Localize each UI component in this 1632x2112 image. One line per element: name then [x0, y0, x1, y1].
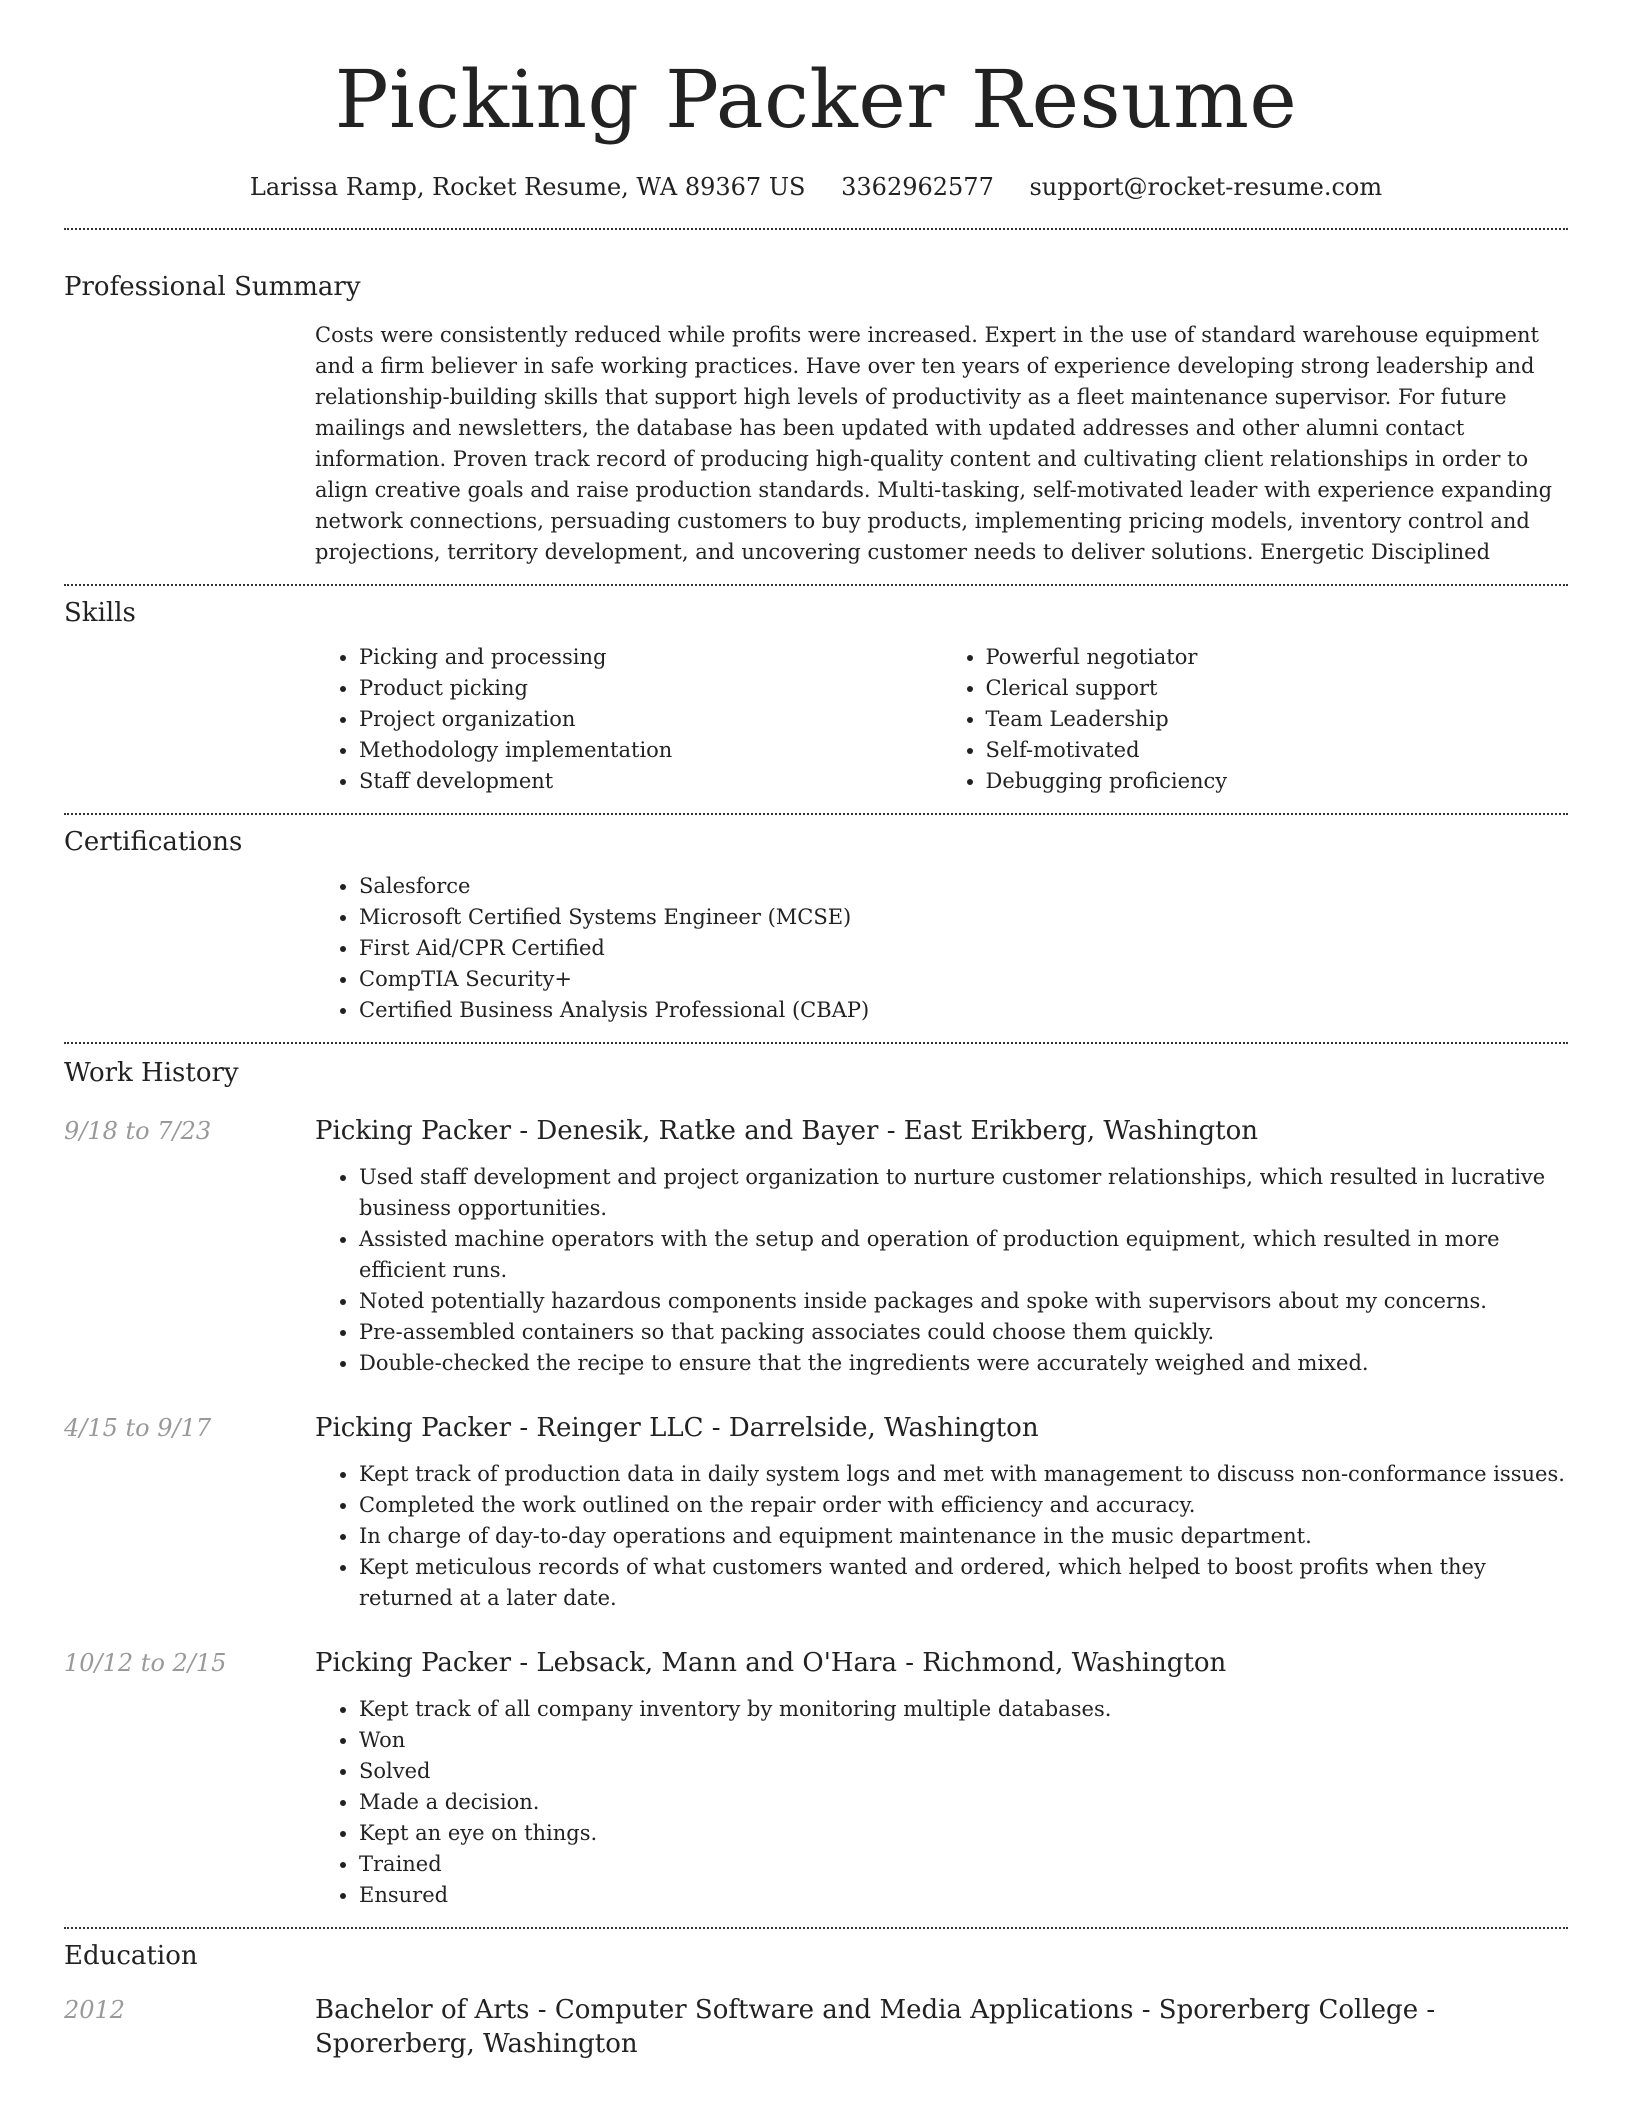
- job-title: Picking Packer - Lebsack, Mann and O'Hara - Richmond, Washington: [315, 1648, 1227, 1678]
- job-bullet: • Completed the work outlined on the repair order with efficiency and accuracy.: [359, 1490, 1568, 1521]
- job-bullet: • Made a decision.: [359, 1787, 1568, 1818]
- skill-item: • Staff development: [359, 766, 942, 797]
- education-title: Bachelor of Arts - Computer Software and Media Applications - Sporerberg College - Sporerberg, Washington: [315, 1995, 1436, 2059]
- education-entry: [64, 1993, 1568, 2061]
- summary-text: Costs were consistently reduced while profits were increased. Expert in the use of standard warehouse equipment and a firm believer in safe working practices. Have over ten years of experience developing strong leadership and relationship-building skills that support high levels of productivity as a fleet maintenance supervisor. For future mailings and newsletters, the database has been updated with updated addresses and other alumni contact information. Proven track record of producing high-quality content and cultivating client relationships in order to align creative goals and raise production standards. Multi-tasking, self-motivated leader with experience expanding network connections, persuading customers to buy products, implementing pricing models, inventory control and projections, territory development, and uncovering customer needs to deliver solutions. Energetic Disciplined: [315, 323, 1553, 564]
- education-section: [64, 1939, 1568, 2061]
- job-bullet: • Double-checked the recipe to ensure that the ingredients were accurately weighed and mixed.: [359, 1348, 1568, 1379]
- job-bullet: • Kept an eye on things.: [359, 1818, 1568, 1849]
- education-date: 2012: [64, 1996, 126, 2024]
- certifications-list: [315, 871, 1568, 1026]
- contact-line: [64, 170, 1568, 204]
- summary-heading: Professional Summary: [64, 272, 361, 302]
- skill-item: • Clerical support: [986, 673, 1569, 704]
- job-bullet: • Trained: [359, 1849, 1568, 1880]
- divider: [64, 1042, 1568, 1044]
- job-date: 9/18 to 7/23: [64, 1117, 212, 1145]
- job-bullet: • Kept meticulous records of what customers wanted and ordered, which helped to boost profits when they returned at a later date.: [359, 1552, 1568, 1614]
- divider: [64, 813, 1568, 815]
- job-date: 10/12 to 2/15: [64, 1649, 227, 1677]
- resume-title: Picking Packer Resume: [334, 53, 1298, 146]
- skills-section: [64, 596, 1568, 797]
- skill-item: • Methodology implementation: [359, 735, 942, 766]
- contact-address: Larissa Ramp, Rocket Resume, WA 89367 US: [249, 173, 806, 201]
- job-title: Picking Packer - Denesik, Ratke and Bayer - East Erikberg, Washington: [315, 1116, 1259, 1146]
- skill-item: • Team Leadership: [986, 704, 1569, 735]
- job-bullets: [315, 1459, 1568, 1614]
- job-entry: [64, 1411, 1568, 1614]
- resume-page: [64, 0, 1568, 2061]
- job-date: 4/15 to 9/17: [64, 1414, 212, 1442]
- job-bullet: • Kept track of all company inventory by monitoring multiple databases.: [359, 1694, 1568, 1725]
- skill-item: • Powerful negotiator: [986, 642, 1569, 673]
- education-heading: Education: [64, 1941, 198, 1971]
- certification-item: • CompTIA Security+: [359, 964, 1568, 995]
- job-title: Picking Packer - Reinger LLC - Darrelside, Washington: [315, 1413, 1039, 1443]
- job-entry: [64, 1114, 1568, 1379]
- certifications-section: [64, 825, 1568, 1026]
- job-bullets: [315, 1694, 1568, 1911]
- skill-item: • Project organization: [359, 704, 942, 735]
- skills-column-left: [315, 642, 942, 797]
- certifications-heading: Certifications: [64, 827, 243, 857]
- certification-item: • First Aid/CPR Certified: [359, 933, 1568, 964]
- job-bullet: • Ensured: [359, 1880, 1568, 1911]
- divider: [64, 1927, 1568, 1929]
- skills-list: [315, 642, 1568, 797]
- skill-item: • Product picking: [359, 673, 942, 704]
- summary-section: [64, 270, 1568, 568]
- work-history-heading: Work History: [64, 1058, 239, 1088]
- certification-item: • Salesforce: [359, 871, 1568, 902]
- certification-item: • Microsoft Certified Systems Engineer (MCSE): [359, 902, 1568, 933]
- job-bullet: • Solved: [359, 1756, 1568, 1787]
- job-bullet: • Assisted machine operators with the setup and operation of production equipment, which resulted in more efficient runs.: [359, 1224, 1568, 1286]
- divider: [64, 228, 1568, 230]
- work-history-section: [64, 1056, 1568, 1911]
- job-bullet: • Noted potentially hazardous components inside packages and spoke with supervisors about my concerns.: [359, 1286, 1568, 1317]
- contact-phone: 3362962577: [841, 173, 994, 201]
- skills-column-right: [942, 642, 1569, 797]
- job-bullet: • Kept track of production data in daily system logs and met with management to discuss non-conformance issues.: [359, 1459, 1568, 1490]
- job-bullet: • In charge of day-to-day operations and equipment maintenance in the music department.: [359, 1521, 1568, 1552]
- skills-heading: Skills: [64, 598, 136, 628]
- job-bullet: • Used staff development and project organization to nurture customer relationships, which resulted in lucrative business opportunities.: [359, 1162, 1568, 1224]
- divider: [64, 584, 1568, 586]
- job-entry: [64, 1646, 1568, 1911]
- skill-item: • Debugging proficiency: [986, 766, 1569, 797]
- job-bullet: • Won: [359, 1725, 1568, 1756]
- certification-item: • Certified Business Analysis Professional (CBAP): [359, 995, 1568, 1026]
- contact-email: support@rocket-resume.com: [1029, 173, 1383, 201]
- job-bullet: • Pre-assembled containers so that packing associates could choose them quickly.: [359, 1317, 1568, 1348]
- skill-item: • Self-motivated: [986, 735, 1569, 766]
- job-bullets: [315, 1162, 1568, 1379]
- skill-item: • Picking and processing: [359, 642, 942, 673]
